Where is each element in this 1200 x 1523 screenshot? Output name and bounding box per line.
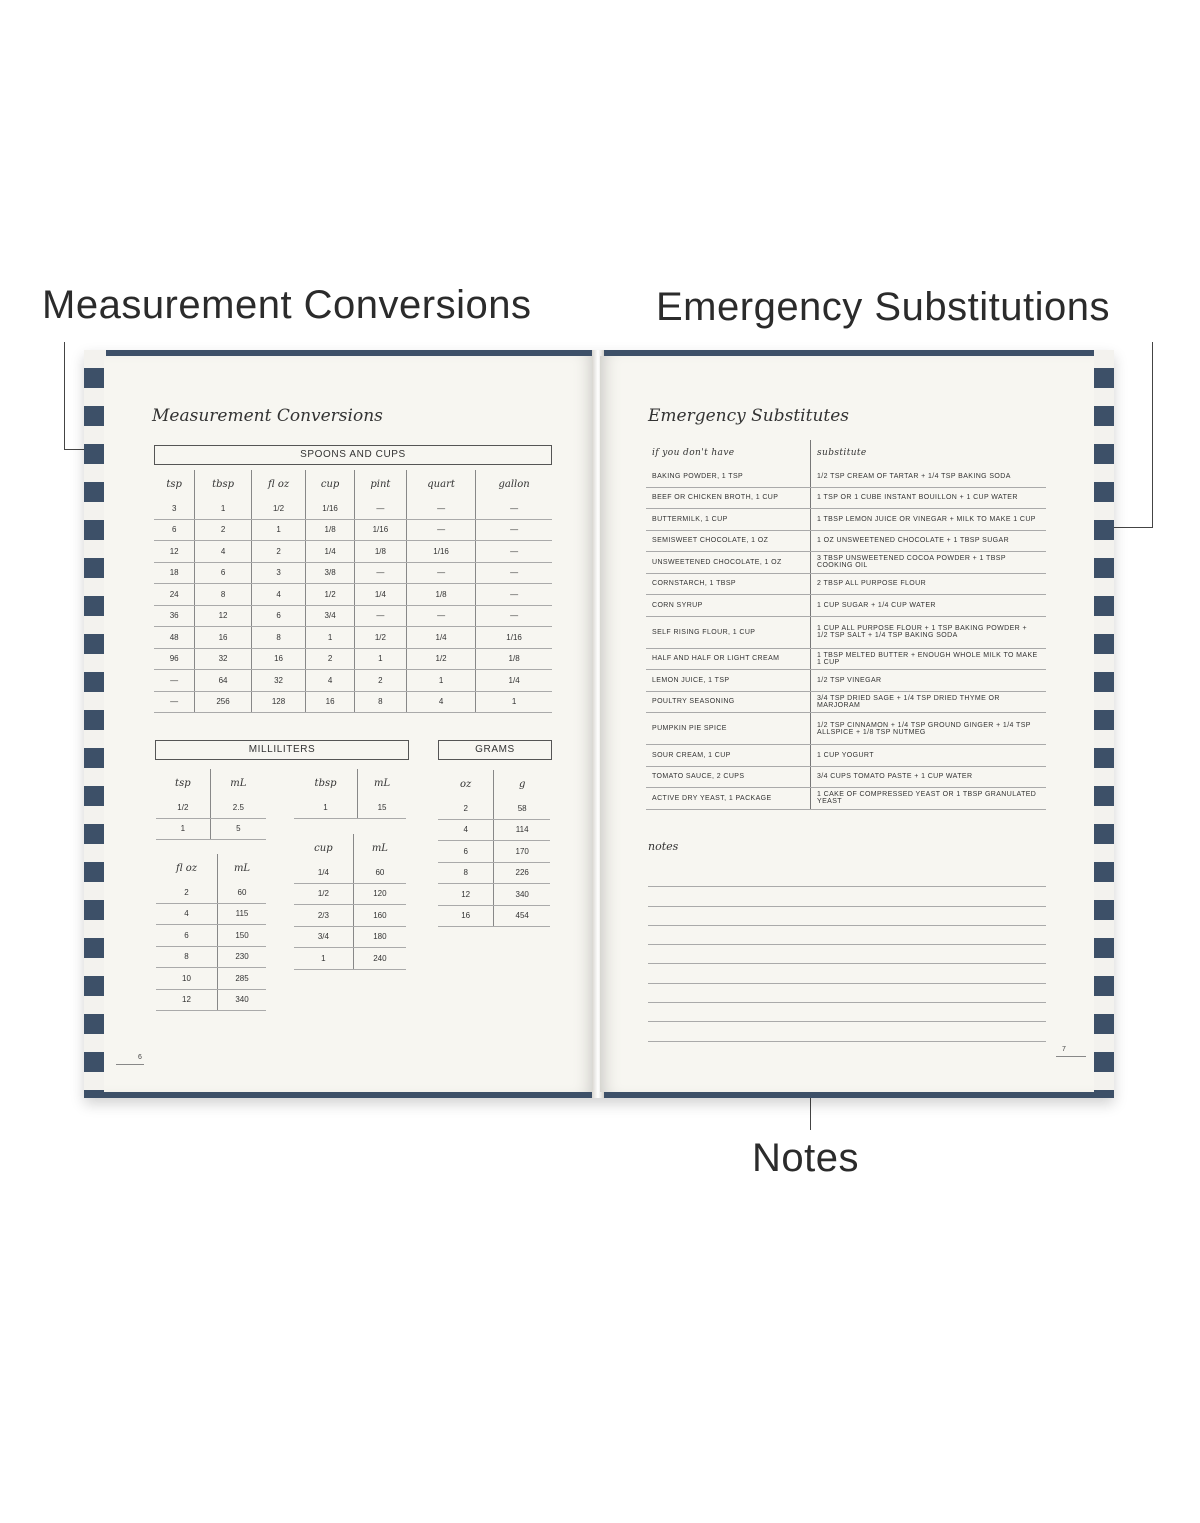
- floz-ml-col-header: mL: [218, 854, 266, 882]
- tbsp-ml-col-header: mL: [358, 769, 406, 797]
- substitute-row: [646, 670, 1046, 692]
- right-page: [600, 356, 1094, 1092]
- table-cell: 1: [354, 648, 406, 670]
- table-cell: 12: [156, 989, 218, 1011]
- substitute-cell: 2 TBSP ALL PURPOSE FLOUR: [811, 573, 1047, 595]
- table-cell: 15: [358, 797, 406, 818]
- substitutes-page-title: Emergency Substitutes: [648, 406, 850, 426]
- table-cell: 1/8: [476, 648, 552, 670]
- substitute-cell: SELF RISING FLOUR, 1 CUP: [646, 616, 811, 648]
- table-cell: 1/8: [354, 541, 406, 563]
- page-number-right: 7: [1062, 1046, 1066, 1053]
- floz-ml-table: [156, 854, 266, 1011]
- table-cell: 4: [156, 903, 218, 925]
- table-cell: —: [354, 498, 406, 519]
- substitute-cell: 1 CAKE OF COMPRESSED YEAST OR 1 TBSP GRANULATED YEAST: [811, 788, 1047, 810]
- substitute-cell: UNSWEETENED CHOCOLATE, 1 OZ: [646, 552, 811, 574]
- table-cell: 150: [218, 925, 266, 947]
- table-cell: 48: [154, 627, 195, 649]
- table-row: [154, 670, 552, 692]
- substitute-cell: ACTIVE DRY YEAST, 1 PACKAGE: [646, 788, 811, 810]
- table-cell: 1: [406, 670, 475, 692]
- callout-measurement-conversions: Measurement Conversions: [42, 283, 532, 327]
- table-cell: 230: [218, 946, 266, 968]
- leader-line-emergency-vertical: [1152, 342, 1153, 528]
- grams-col-header: g: [494, 770, 550, 798]
- table-row: [154, 498, 552, 519]
- notes-lines: [648, 868, 1046, 1042]
- substitute-cell: 1 TSP OR 1 CUBE INSTANT BOUILLON + 1 CUP WATER: [811, 487, 1047, 509]
- table-cell: 240: [353, 948, 406, 970]
- table-cell: 340: [218, 989, 266, 1011]
- spoons-col-header: tbsp: [195, 470, 251, 498]
- table-cell: 16: [438, 905, 494, 927]
- substitute-row: [646, 552, 1046, 574]
- table-cell: 32: [195, 648, 251, 670]
- cover-stripes-right: [1094, 350, 1114, 1098]
- table-cell: 36: [154, 605, 195, 627]
- substitute-row: [646, 487, 1046, 509]
- table-cell: 16: [251, 648, 306, 670]
- table-row: [154, 691, 552, 713]
- substitute-row: [646, 616, 1046, 648]
- table-cell: 1: [294, 797, 358, 818]
- substitute-row: [646, 713, 1046, 745]
- floz-ml-col-header: fl oz: [175, 862, 198, 874]
- table-cell: 2: [156, 882, 218, 903]
- table-row: [294, 905, 406, 927]
- table-cell: 4: [438, 819, 494, 841]
- substitute-cell: 1 CUP YOGURT: [811, 745, 1047, 767]
- callout-notes: Notes: [752, 1136, 859, 1180]
- table-row: [294, 926, 406, 948]
- table-cell: 8: [438, 862, 494, 884]
- callout-emergency-substitutions: Emergency Substitutions: [656, 285, 1110, 329]
- col-header-substitute: substitute: [811, 440, 1047, 466]
- table-cell: 226: [494, 862, 550, 884]
- table-row: [156, 968, 266, 990]
- notes-line: [648, 1003, 1046, 1022]
- substitute-cell: 3/4 TSP DRIED SAGE + 1/4 TSP DRIED THYME OR MARJORAM: [811, 691, 1047, 713]
- table-row: [154, 562, 552, 584]
- table-cell: 4: [195, 541, 251, 563]
- table-cell: 160: [353, 905, 406, 927]
- table-cell: 2.5: [210, 797, 266, 818]
- table-row: [156, 818, 266, 840]
- table-row: [294, 948, 406, 970]
- table-cell: —: [154, 691, 195, 713]
- substitute-row: [646, 509, 1046, 531]
- table-cell: 1/8: [406, 584, 475, 606]
- notes-line: [648, 926, 1046, 945]
- table-row: [156, 946, 266, 968]
- notes-line: [648, 1022, 1046, 1041]
- table-cell: 1/2: [156, 797, 210, 818]
- table-row: [156, 903, 266, 925]
- table-cell: 60: [353, 862, 406, 883]
- table-cell: 1/4: [406, 627, 475, 649]
- table-cell: 8: [354, 691, 406, 713]
- notes-line: [648, 907, 1046, 926]
- table-cell: 24: [154, 584, 195, 606]
- table-cell: 6: [195, 562, 251, 584]
- table-cell: 1/2: [406, 648, 475, 670]
- cup-ml-table: [294, 834, 406, 970]
- table-row: [154, 648, 552, 670]
- table-cell: 1: [195, 498, 251, 519]
- table-cell: 4: [406, 691, 475, 713]
- table-cell: —: [476, 541, 552, 563]
- tbsp-ml-table: [294, 769, 406, 819]
- table-cell: 1: [156, 818, 210, 840]
- substitute-row: [646, 595, 1046, 617]
- substitute-row: [646, 788, 1046, 810]
- table-cell: 1/2: [354, 627, 406, 649]
- table-row: [154, 605, 552, 627]
- substitute-row: [646, 530, 1046, 552]
- substitute-row: [646, 573, 1046, 595]
- substitute-cell: POULTRY SEASONING: [646, 691, 811, 713]
- table-row: [438, 905, 550, 927]
- table-row: [156, 989, 266, 1011]
- table-cell: 1: [476, 691, 552, 713]
- substitute-row: [646, 466, 1046, 487]
- table-cell: 180: [353, 926, 406, 948]
- table-cell: 10: [156, 968, 218, 990]
- grams-table: [438, 770, 550, 927]
- table-cell: 6: [154, 519, 195, 541]
- table-cell: 1/4: [354, 584, 406, 606]
- table-cell: 5: [210, 818, 266, 840]
- table-cell: —: [406, 605, 475, 627]
- table-cell: 2: [195, 519, 251, 541]
- table-cell: 16: [195, 627, 251, 649]
- substitute-cell: PUMPKIN PIE SPICE: [646, 713, 811, 745]
- table-cell: 60: [218, 882, 266, 903]
- table-cell: 115: [218, 903, 266, 925]
- substitute-cell: SEMISWEET CHOCOLATE, 1 OZ: [646, 530, 811, 552]
- table-cell: 8: [195, 584, 251, 606]
- table-cell: 170: [494, 841, 550, 863]
- spoons-col-header: fl oz: [251, 470, 306, 498]
- table-cell: 8: [156, 946, 218, 968]
- substitute-cell: HALF AND HALF OR LIGHT CREAM: [646, 648, 811, 670]
- table-cell: 2: [251, 541, 306, 563]
- table-cell: 285: [218, 968, 266, 990]
- substitute-cell: BAKING POWDER, 1 TSP: [646, 466, 811, 487]
- spoons-col-header: pint: [354, 470, 406, 498]
- substitute-cell: 1/2 TSP VINEGAR: [811, 670, 1047, 692]
- table-cell: 6: [251, 605, 306, 627]
- table-cell: 1/16: [306, 498, 355, 519]
- table-cell: —: [406, 519, 475, 541]
- table-cell: 6: [156, 925, 218, 947]
- grams-heading: GRAMS: [438, 740, 552, 760]
- table-cell: 1/16: [354, 519, 406, 541]
- substitute-cell: 3 TBSP UNSWEETENED COCOA POWDER + 1 TBSP COOKING OIL: [811, 552, 1047, 574]
- table-row: [438, 862, 550, 884]
- substitute-row: [646, 745, 1046, 767]
- col-header-dont-have: if you don't have: [652, 448, 735, 458]
- table-cell: 454: [494, 905, 550, 927]
- substitute-cell: CORN SYRUP: [646, 595, 811, 617]
- table-cell: 32: [251, 670, 306, 692]
- table-cell: —: [154, 670, 195, 692]
- table-cell: 3/4: [306, 605, 355, 627]
- table-cell: 1/8: [306, 519, 355, 541]
- table-cell: 1/2: [306, 584, 355, 606]
- notes-line: [648, 868, 1046, 887]
- substitute-row: [646, 766, 1046, 788]
- table-cell: —: [354, 605, 406, 627]
- table-cell: 120: [353, 883, 406, 905]
- table-cell: 340: [494, 884, 550, 906]
- table-row: [154, 584, 552, 606]
- spoons-cups-heading: SPOONS AND CUPS: [154, 445, 552, 465]
- table-cell: 3/4: [294, 926, 353, 948]
- table-cell: 1/4: [476, 670, 552, 692]
- table-row: [156, 882, 266, 903]
- table-cell: —: [476, 605, 552, 627]
- substitute-cell: 1 TBSP MELTED BUTTER + ENOUGH WHOLE MILK TO MAKE 1 CUP: [811, 648, 1047, 670]
- table-cell: 3: [154, 498, 195, 519]
- table-row: [438, 798, 550, 819]
- table-cell: 4: [251, 584, 306, 606]
- table-cell: 96: [154, 648, 195, 670]
- table-cell: 8: [251, 627, 306, 649]
- notes-line: [648, 887, 1046, 906]
- substitute-cell: 3/4 CUPS TOMATO PASTE + 1 CUP WATER: [811, 766, 1047, 788]
- cover-stripes-left: [84, 350, 106, 1098]
- table-cell: 1/16: [406, 541, 475, 563]
- substitute-cell: 1/2 TSP CREAM OF TARTAR + 1/4 TSP BAKING SODA: [811, 466, 1047, 487]
- table-cell: 18: [154, 562, 195, 584]
- table-row: [294, 883, 406, 905]
- table-row: [154, 541, 552, 563]
- table-cell: 6: [438, 841, 494, 863]
- substitute-cell: LEMON JUICE, 1 TSP: [646, 670, 811, 692]
- table-cell: 1: [294, 948, 353, 970]
- measurement-page-title: Measurement Conversions: [152, 406, 383, 426]
- table-cell: 1/2: [294, 883, 353, 905]
- table-cell: 12: [438, 884, 494, 906]
- substitute-cell: SOUR CREAM, 1 CUP: [646, 745, 811, 767]
- table-row: [438, 884, 550, 906]
- table-row: [154, 627, 552, 649]
- table-cell: 1/4: [294, 862, 353, 883]
- table-cell: —: [406, 498, 475, 519]
- notes-line: [648, 984, 1046, 1003]
- table-cell: 1/4: [306, 541, 355, 563]
- substitute-cell: 1 CUP ALL PURPOSE FLOUR + 1 TSP BAKING POWDER + 1/2 TSP SALT + 1/4 TSP BAKING SODA: [811, 616, 1047, 648]
- page-number-rule-right: [1056, 1056, 1086, 1057]
- notes-line: [648, 945, 1046, 964]
- cup-ml-col-header: cup: [314, 842, 333, 854]
- table-cell: 1/16: [476, 627, 552, 649]
- table-cell: 58: [494, 798, 550, 819]
- substitute-cell: CORNSTARCH, 1 TBSP: [646, 573, 811, 595]
- substitutes-table: [646, 440, 1046, 810]
- tsp-ml-table: [156, 769, 266, 840]
- table-row: [294, 797, 406, 818]
- table-cell: 2: [306, 648, 355, 670]
- substitute-cell: BEEF OR CHICKEN BROTH, 1 CUP: [646, 487, 811, 509]
- table-cell: 114: [494, 819, 550, 841]
- table-cell: —: [476, 498, 552, 519]
- table-cell: 64: [195, 670, 251, 692]
- spoons-col-header: quart: [406, 470, 475, 498]
- left-page: [104, 356, 594, 1092]
- table-cell: 16: [306, 691, 355, 713]
- page-number-left: 6: [138, 1054, 142, 1061]
- tsp-ml-col-header: mL: [210, 769, 266, 797]
- substitute-cell: 1 OZ UNSWEETENED CHOCOLATE + 1 TBSP SUGAR: [811, 530, 1047, 552]
- table-row: [438, 819, 550, 841]
- substitute-cell: 1/2 TSP CINNAMON + 1/4 TSP GROUND GINGER + 1/4 TSP ALLSPICE + 1/8 TSP NUTMEG: [811, 713, 1047, 745]
- spoons-col-header: gallon: [476, 470, 552, 498]
- substitute-row: [646, 691, 1046, 713]
- spoons-col-header: tsp: [166, 478, 182, 490]
- spoons-cups-table: [154, 470, 552, 713]
- table-row: [156, 797, 266, 818]
- substitute-cell: 1 TBSP LEMON JUICE OR VINEGAR + MILK TO MAKE 1 CUP: [811, 509, 1047, 531]
- table-cell: —: [476, 584, 552, 606]
- leader-line-measurement-vertical: [64, 342, 65, 450]
- table-cell: 4: [306, 670, 355, 692]
- notes-line: [648, 964, 1046, 983]
- table-row: [156, 925, 266, 947]
- table-cell: 12: [154, 541, 195, 563]
- table-cell: 128: [251, 691, 306, 713]
- grams-col-header: oz: [460, 778, 472, 790]
- table-row: [438, 841, 550, 863]
- substitute-cell: BUTTERMILK, 1 CUP: [646, 509, 811, 531]
- table-cell: 1: [251, 519, 306, 541]
- table-cell: —: [354, 562, 406, 584]
- tsp-ml-col-header: tsp: [175, 777, 191, 789]
- tbsp-ml-col-header: tbsp: [314, 777, 337, 789]
- table-cell: 2: [354, 670, 406, 692]
- table-cell: 3/8: [306, 562, 355, 584]
- table-cell: 1/2: [251, 498, 306, 519]
- substitute-row: [646, 648, 1046, 670]
- table-row: [294, 862, 406, 883]
- table-cell: 3: [251, 562, 306, 584]
- table-cell: 256: [195, 691, 251, 713]
- table-cell: —: [476, 562, 552, 584]
- cup-ml-col-header: mL: [353, 834, 406, 862]
- table-cell: —: [406, 562, 475, 584]
- table-cell: —: [476, 519, 552, 541]
- table-cell: 1: [306, 627, 355, 649]
- notes-label: notes: [648, 840, 679, 853]
- table-row: [154, 519, 552, 541]
- table-cell: 2/3: [294, 905, 353, 927]
- milliliters-heading: MILLILITERS: [155, 740, 409, 760]
- substitute-cell: TOMATO SAUCE, 2 CUPS: [646, 766, 811, 788]
- page-number-rule-left: [116, 1064, 144, 1065]
- table-cell: 2: [438, 798, 494, 819]
- spoons-col-header: cup: [306, 470, 355, 498]
- table-cell: 12: [195, 605, 251, 627]
- substitute-cell: 1 CUP SUGAR + 1/4 CUP WATER: [811, 595, 1047, 617]
